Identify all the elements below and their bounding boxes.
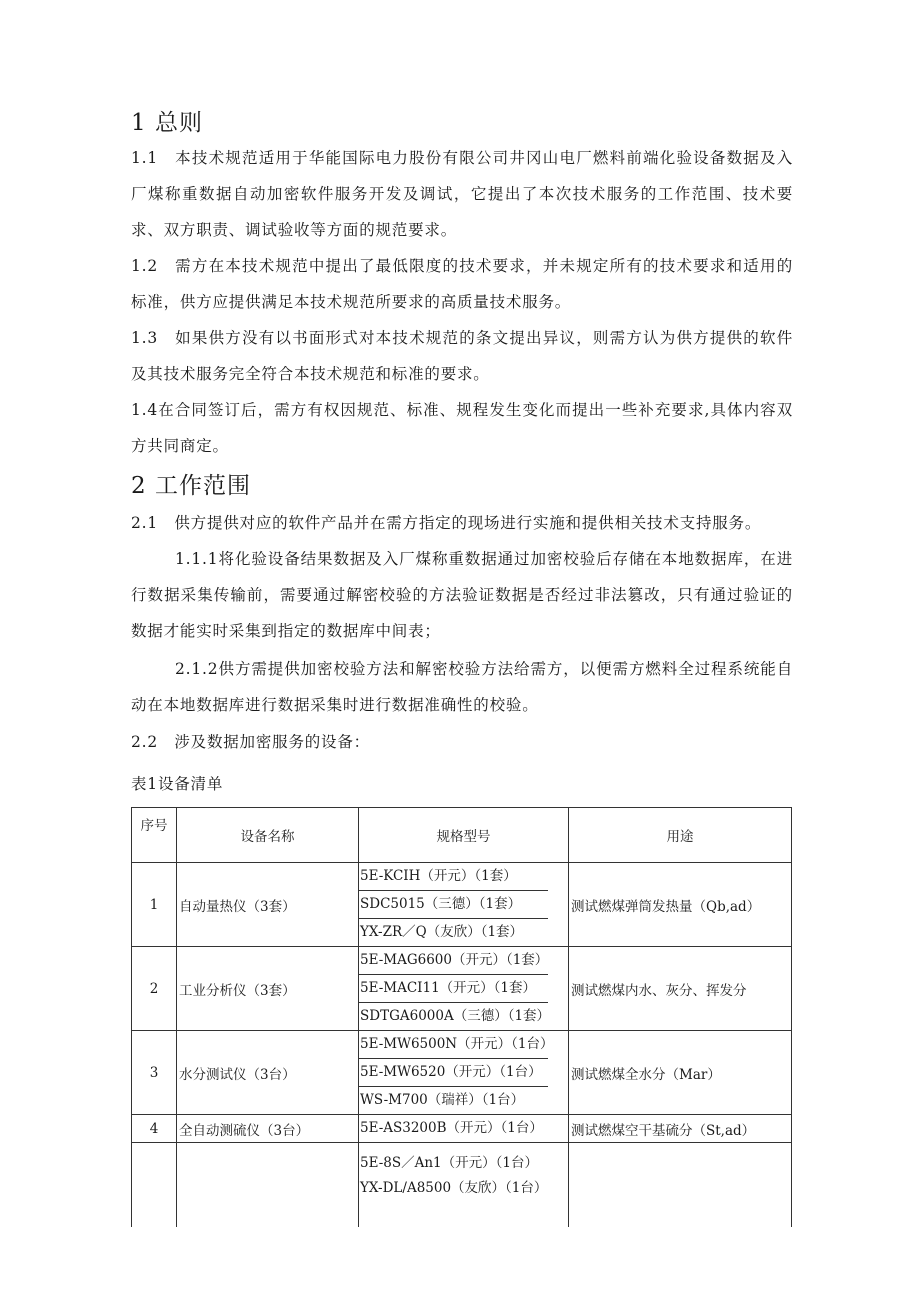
row-name xyxy=(177,1143,359,1228)
spec-item: SDTGA6000A（三德）（1套） xyxy=(359,1002,548,1030)
row-no: 1 xyxy=(132,863,177,947)
table-row xyxy=(132,1115,792,1143)
header-name: 设备名称 xyxy=(177,808,359,863)
spec-item: SDC5015（三德）（1套） xyxy=(359,890,548,918)
paragraph-1-4: 1.4在合同签订后，需方有权因规范、标准、规程发生变化而提出一些补充要求,具体内容双方共同商定。 xyxy=(131,401,793,455)
spec-item: YX-DL/A8500（友欣）（1台） xyxy=(360,1180,548,1196)
paragraph-2-2: 2.2 涉及数据加密服务的设备： xyxy=(131,733,370,751)
spec-item: 5E-MACI11（开元）（1套） xyxy=(359,974,548,1002)
header-no: 序号 xyxy=(132,808,177,863)
row-name: 工业分析仪（3套） xyxy=(177,947,359,1031)
row-name: 自动量热仪（3套） xyxy=(177,863,359,947)
table-row xyxy=(132,947,792,1031)
spec-item: WS-M700（瑞祥）（1台） xyxy=(359,1086,548,1114)
row-use: 测试燃煤空干基硫分（St,ad） xyxy=(569,1115,792,1143)
row-no xyxy=(132,1143,177,1228)
spec-item: 5E-8S／An1（开元）（1台） xyxy=(360,1155,538,1171)
paragraph-1-1: 1.1 本技术规范适用于华能国际电力股份有限公司井冈山电厂燃料前端化验设备数据及入厂煤称重数据自动加密软件服务开发及调试，它提出了本次技术服务的工作范围、技术要求、双方职责、调试验收等方面的规范要求。 xyxy=(131,149,793,239)
paragraph-2-1: 2.1 供方提供对应的软件产品并在需方指定的现场进行实施和提供相关技术支持服务。 xyxy=(131,514,762,532)
table-row xyxy=(132,1143,792,1228)
row-no: 2 xyxy=(132,947,177,1031)
row-use: 测试燃煤弹筒发热量（Qb,ad） xyxy=(569,863,792,947)
spec-item: 5E-MAG6600（开元）（1套） xyxy=(360,952,549,968)
row-name: 全自动测硫仪（3台） xyxy=(177,1115,359,1143)
row-specs xyxy=(359,1031,569,1115)
row-name: 水分测试仪（3台） xyxy=(177,1031,359,1115)
row-no: 3 xyxy=(132,1031,177,1115)
row-use: 测试燃煤内水、灰分、挥发分 xyxy=(569,947,792,1031)
spec-item: YX-ZR／Q（友欣）（1套） xyxy=(359,918,548,946)
section-1-heading: 1 总则 xyxy=(131,110,203,136)
header-use: 用途 xyxy=(569,808,792,863)
row-use: 测试燃煤全水分（Mar） xyxy=(569,1031,792,1115)
row-use xyxy=(569,1143,792,1228)
row-specs xyxy=(359,1143,569,1228)
table-caption: 表1设备清单 xyxy=(131,775,224,793)
equipment-table xyxy=(131,807,792,1227)
row-specs xyxy=(359,863,569,947)
spec-item: 5E-MW6520（开元）（1台） xyxy=(359,1058,548,1086)
paragraph-1-2: 1.2 需方在本技术规范中提出了最低限度的技术要求，并未规定所有的技术要求和适用的标准，供方应提供满足本技术规范所要求的高质量技术服务。 xyxy=(131,257,793,311)
section-2-heading: 2 工作范围 xyxy=(131,473,251,499)
paragraph-2-1-2: 2.1.2供方需提供加密校验方法和解密校验方法给需方，以便需方燃料全过程系统能自动在本地数据库进行数据采集时进行数据准确性的校验。 xyxy=(131,660,793,714)
paragraph-2-1-1: 1.1.1将化验设备结果数据及入厂煤称重数据通过加密校验后存储在本地数据库，在进行数据采集传输前，需要通过解密校验的方法验证数据是否经过非法篡改，只有通过验证的数据才能实时采集到指定的数据库中间表； xyxy=(131,550,793,640)
spec-item: 5E-KCIH（开元）（1套） xyxy=(360,868,517,884)
row-specs xyxy=(359,1115,569,1143)
header-spec: 规格型号 xyxy=(359,808,569,863)
table-row xyxy=(132,863,792,947)
spec-item: 5E-MW6500N（开元）（1台） xyxy=(360,1036,554,1052)
table-header-row xyxy=(132,808,792,863)
row-specs xyxy=(359,947,569,1031)
paragraph-1-3: 1.3 如果供方没有以书面形式对本技术规范的条文提出异议，则需方认为供方提供的软件及其技术服务完全符合本技术规范和标准的要求。 xyxy=(131,329,793,383)
table-row xyxy=(132,1031,792,1115)
row-no: 4 xyxy=(132,1115,177,1143)
spec-item: 5E-AS3200B（开元）（1台） xyxy=(360,1120,543,1136)
